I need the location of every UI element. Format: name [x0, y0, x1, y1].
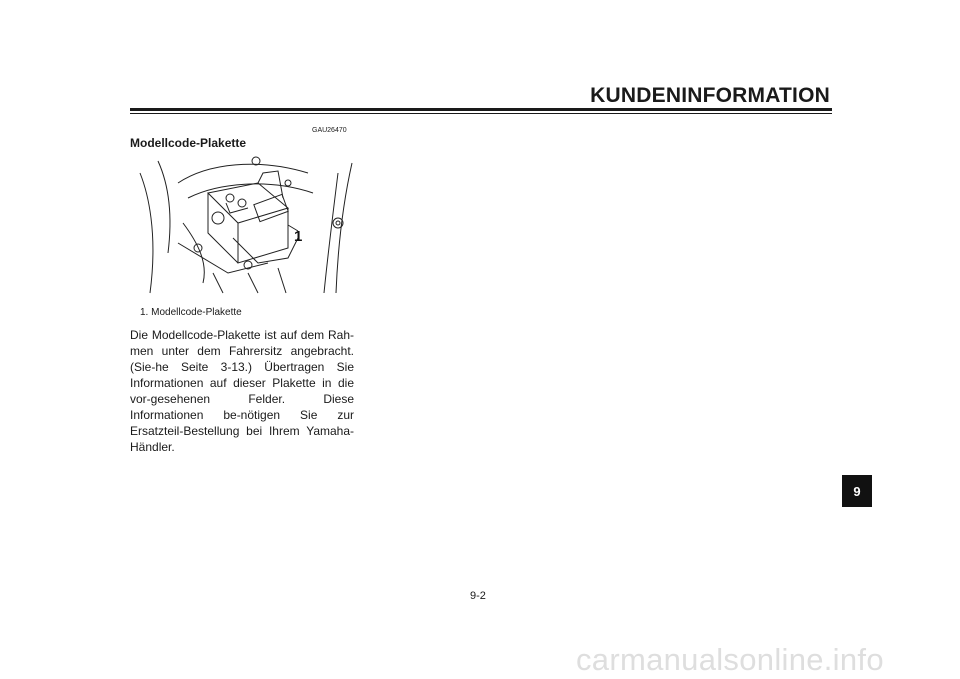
- section-title: Modellcode-Plakette: [130, 136, 247, 150]
- watermark: carmanualsonline.info: [576, 642, 884, 677]
- body-paragraph: Die Modellcode-Plakette ist auf dem Rah-men unter dem Fahrersitz angebracht. (Sie-he Seite 3-13.) Übertragen Sie Informationen auf dieser Plakette in die vor-gesehenen Felder. Diese Informationen be-nötigen Sie zur Ersatzteil-Bestellung bei Ihrem Yamaha-Händler.: [130, 328, 354, 454]
- header-rule-thin: [130, 113, 832, 114]
- page-number: 9-2: [470, 590, 486, 602]
- page-header-title: KUNDENINFORMATION: [590, 84, 830, 107]
- figure-callout-number: 1: [294, 228, 303, 245]
- figure-caption: 1. Modellcode-Plakette: [140, 307, 242, 318]
- section-code: GAU26470: [312, 127, 347, 134]
- chapter-tab: 9: [842, 475, 872, 507]
- motorcycle-frame-drawing: [138, 153, 354, 295]
- model-label-illustration: [138, 153, 354, 295]
- header-rule-thick: [130, 108, 832, 111]
